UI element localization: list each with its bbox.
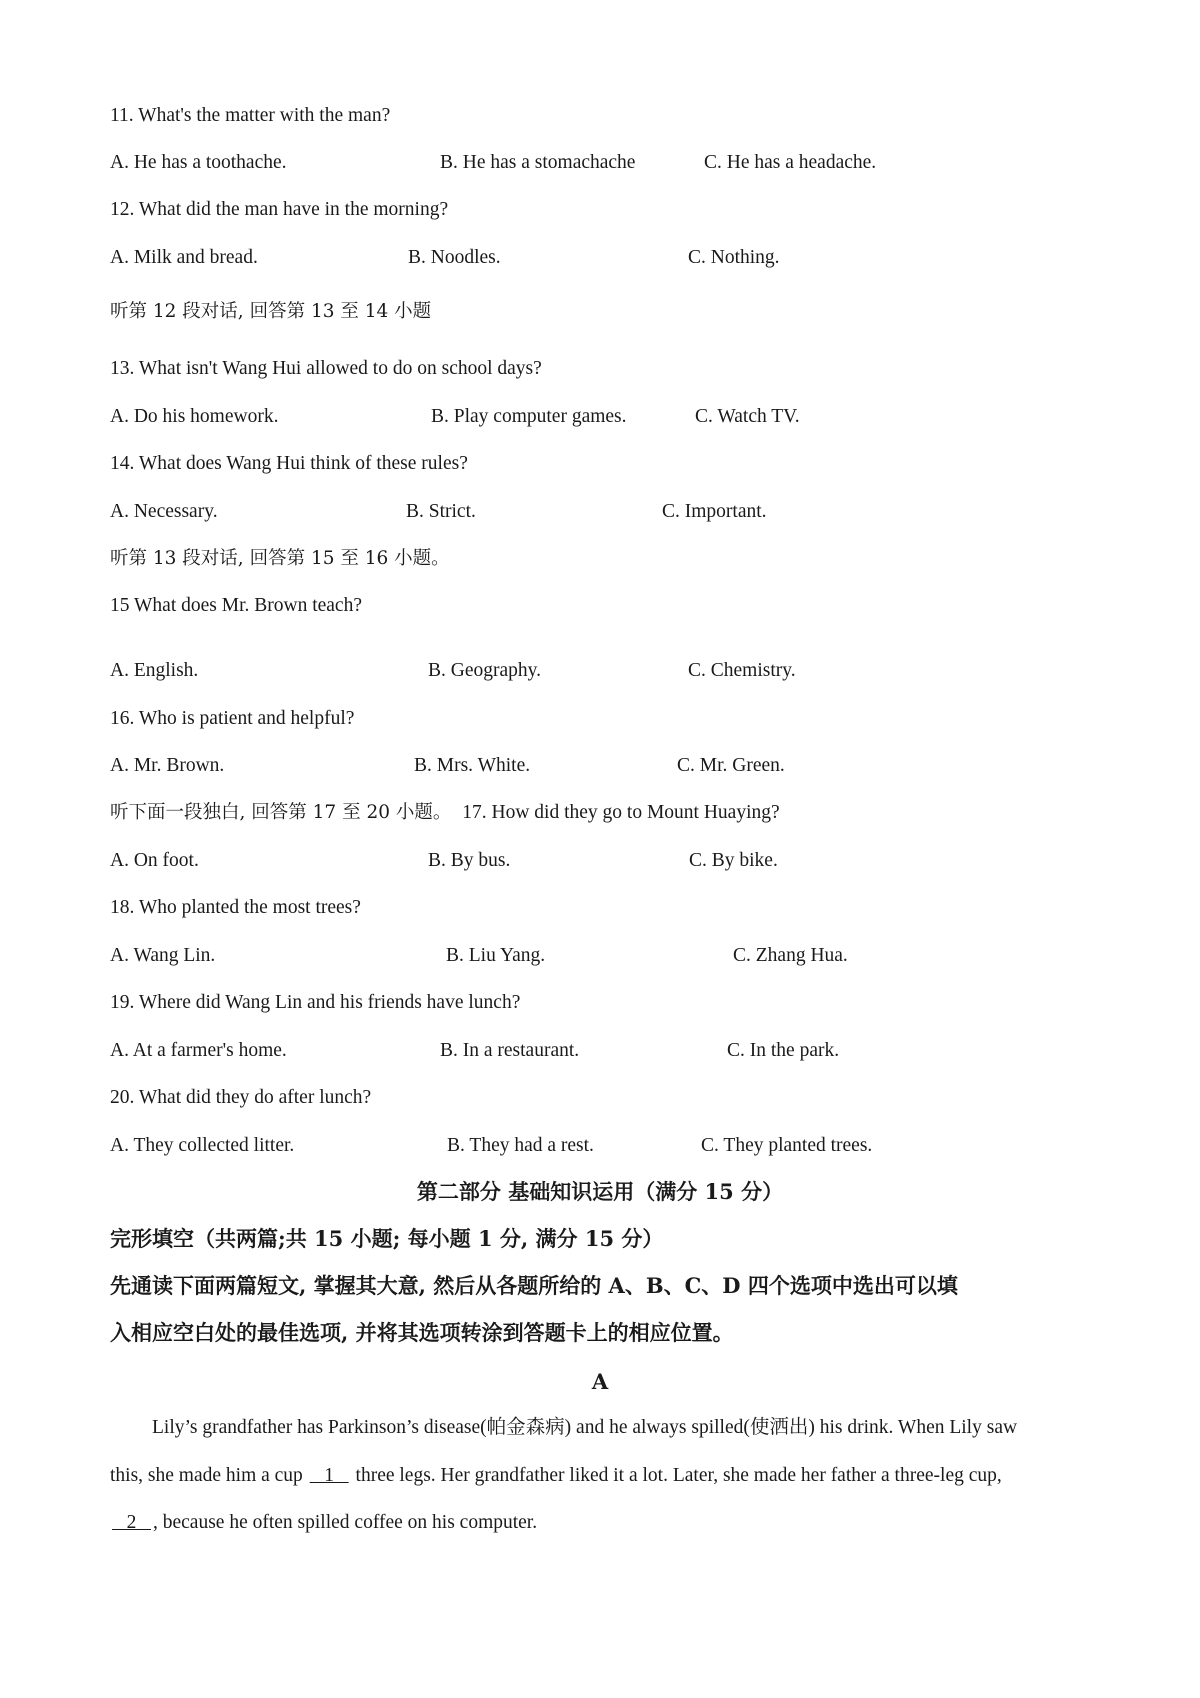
q18-option-c: C. Zhang Hua. (733, 945, 848, 966)
question-19: 19. Where did Wang Lin and his friends have lunch? (110, 992, 521, 1013)
q16-option-c: C. Mr. Green. (677, 755, 785, 776)
instruction-monologue: 听下面一段独白, 回答第 17 至 20 小题。 (110, 802, 452, 823)
q14-option-c: C. Important. (662, 501, 767, 522)
question-17: 17. How did they go to Mount Huaying? (462, 802, 780, 823)
passage-line-3 (110, 1511, 537, 1535)
question-13: 13. What isn't Wang Hui allowed to do on school days? (110, 358, 542, 379)
q17-option-c: C. By bike. (689, 850, 778, 871)
question-14: 14. What does Wang Hui think of these rules? (110, 453, 468, 474)
cloze-directions-line2: 入相应空白处的最佳选项, 并将其选项转涂到答题卡上的相应位置。 (110, 1320, 734, 1345)
q19-option-c: C. In the park. (727, 1040, 840, 1061)
question-20: 20. What did they do after lunch? (110, 1087, 372, 1108)
q13-option-c: C. Watch TV. (695, 406, 800, 427)
instruction-dialog-12: 听第 12 段对话, 回答第 13 至 14 小题 (110, 301, 432, 322)
instruction-dialog-13: 听第 13 段对话, 回答第 15 至 16 小题。 (110, 548, 450, 569)
instruction-monologue-row (110, 801, 780, 825)
q12-option-c: C. Nothing. (688, 247, 780, 268)
q15-option-a: A. English. (110, 660, 199, 681)
cloze-section-heading: 完形填空（共两篇;共 15 小题; 每小题 1 分, 满分 15 分） (110, 1226, 664, 1251)
q16-option-a: A. Mr. Brown. (110, 755, 225, 776)
q13-option-b: B. Play computer games. (431, 406, 627, 427)
passage-line-2-end: three legs. Her grandfather liked it a lot. Later, she made her father a three-leg cup, (350, 1465, 1002, 1486)
q19-option-a: A. At a farmer's home. (110, 1040, 287, 1061)
blank-1: 1 (309, 1465, 349, 1486)
part2-title: 第二部分 基础知识运用（满分 15 分） (416, 1179, 784, 1204)
q11-option-b: B. He has a stomachache (440, 152, 636, 173)
q19-option-b: B. In a restaurant. (440, 1040, 580, 1061)
passage-line-2 (110, 1464, 1002, 1488)
q14-option-b: B. Strict. (406, 501, 476, 522)
q17-option-b: B. By bus. (428, 850, 511, 871)
passage-line-2-start: this, she made him a cup (110, 1465, 308, 1486)
question-18: 18. Who planted the most trees? (110, 897, 361, 918)
q12-option-a: A. Milk and bread. (110, 247, 258, 268)
q18-option-b: B. Liu Yang. (446, 945, 546, 966)
q17-option-a: A. On foot. (110, 850, 199, 871)
question-15: 15 What does Mr. Brown teach? (110, 595, 362, 616)
q14-option-a: A. Necessary. (110, 501, 218, 522)
passage-line-1: Lily’s grandfather has Parkinson’s disease(帕金森病) and he always spilled(使洒出) his drink. When Lily saw (152, 1417, 1018, 1438)
q15-option-b: B. Geography. (428, 660, 542, 681)
cloze-directions-line1: 先通读下面两篇短文, 掌握其大意, 然后从各题所给的 A、B、C、D 四个选项中选出可以填 (110, 1273, 958, 1298)
q18-option-a: A. Wang Lin. (110, 945, 216, 966)
question-16: 16. Who is patient and helpful? (110, 708, 355, 729)
blank-2: 2 (112, 1512, 151, 1533)
q11-option-c: C. He has a headache. (704, 152, 877, 173)
question-12: 12. What did the man have in the morning? (110, 199, 449, 220)
q13-option-a: A. Do his homework. (110, 406, 279, 427)
q16-option-b: B. Mrs. White. (414, 755, 531, 776)
passage-line-3-text: , because he often spilled coffee on his computer. (153, 1512, 538, 1533)
question-11: 11. What's the matter with the man? (110, 105, 391, 126)
q11-option-a: A. He has a toothache. (110, 152, 287, 173)
q20-option-a: A. They collected litter. (110, 1135, 295, 1156)
passage-label: A (591, 1369, 609, 1394)
q20-option-b: B. They had a rest. (447, 1135, 594, 1156)
q15-option-c: C. Chemistry. (688, 660, 796, 681)
q20-option-c: C. They planted trees. (701, 1135, 873, 1156)
q12-option-b: B. Noodles. (408, 247, 501, 268)
